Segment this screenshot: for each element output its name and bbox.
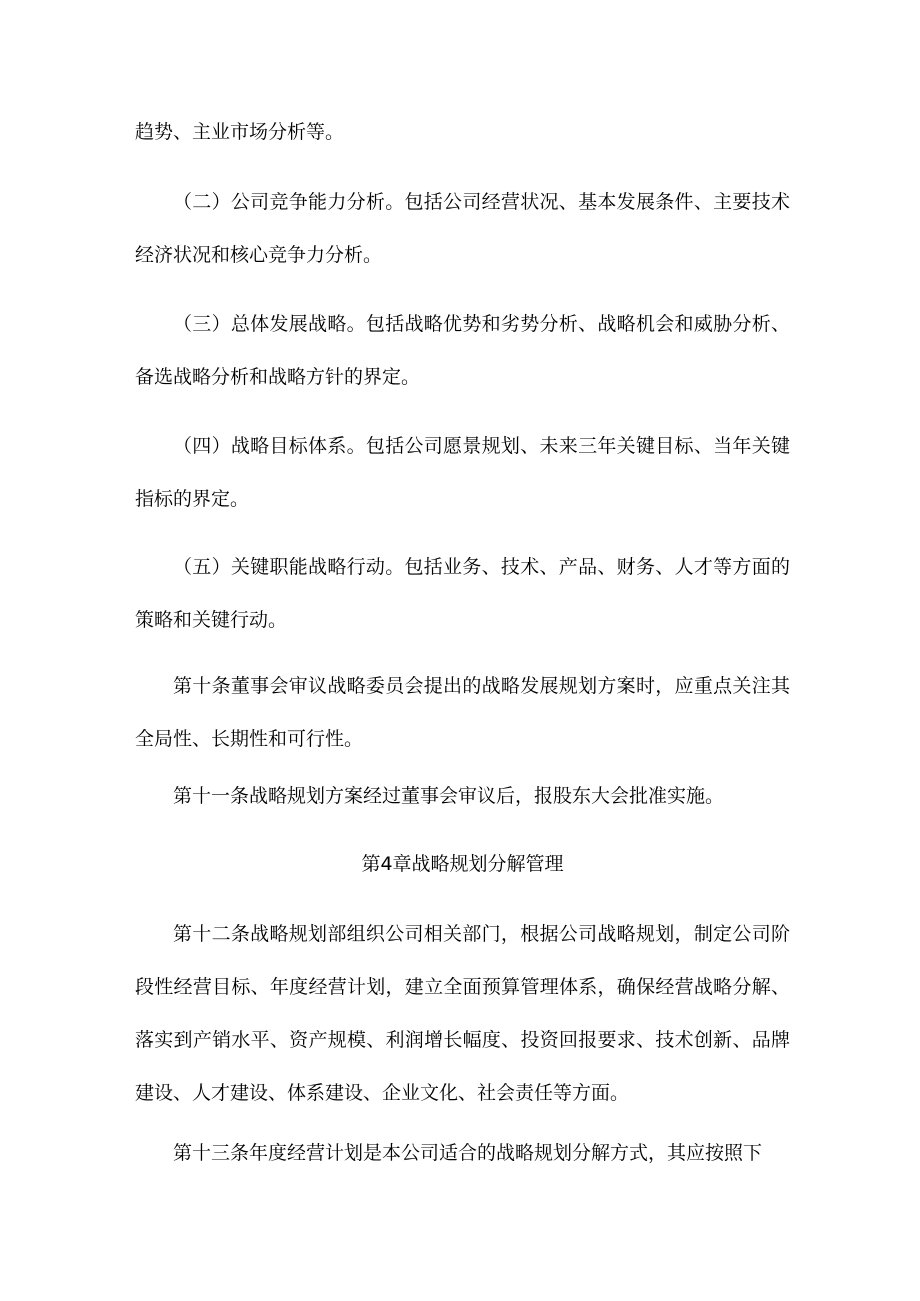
article-12: 第十二条战略规划部组织公司相关部门，根据公司战略规划，制定公司阶段性经营目标、年度经营计划，建立全面预算管理体系，确保经营战略分解、落实到产销水平、资产规模、利润增长幅度、投资回报要求、技术创新、品牌建设、人才建设、体系建设、企业文化、社会责任等方面。 <box>135 923 790 1104</box>
article-11: 第十一条战略规划方案经过董事会审议后，报股东大会批准实施。 <box>173 785 725 807</box>
paragraph-item-2: （二）公司竞争能力分析。包括公司经营状况、基本发展条件、主要技术经济状况和核心竞争力分析。 <box>135 191 790 266</box>
article-10: 第十条董事会审议战略委员会提出的战略发展规划方案时，应重点关注其全局性、长期性和可行性。 <box>135 675 790 750</box>
chapter-heading: 第4章战略规划分解管理 <box>361 853 564 875</box>
article-13: 第十三条年度经营计划是本公司适合的战略规划分解方式，其应按照下 <box>173 1142 763 1164</box>
paragraph-item-5: （五）关键职能战略行动。包括业务、技术、产品、财务、人才等方面的策略和关键行动。 <box>135 556 790 631</box>
paragraph-continuation: 趋势、主业市场分析等。 <box>135 121 345 143</box>
paragraph-item-3: （三）总体发展战略。包括战略优势和劣势分析、战略机会和威胁分析、备选战略分析和战略方针的界定。 <box>135 313 790 388</box>
paragraph-item-4: （四）战略目标体系。包括公司愿景规划、未来三年关键目标、当年关键指标的界定。 <box>135 435 790 510</box>
